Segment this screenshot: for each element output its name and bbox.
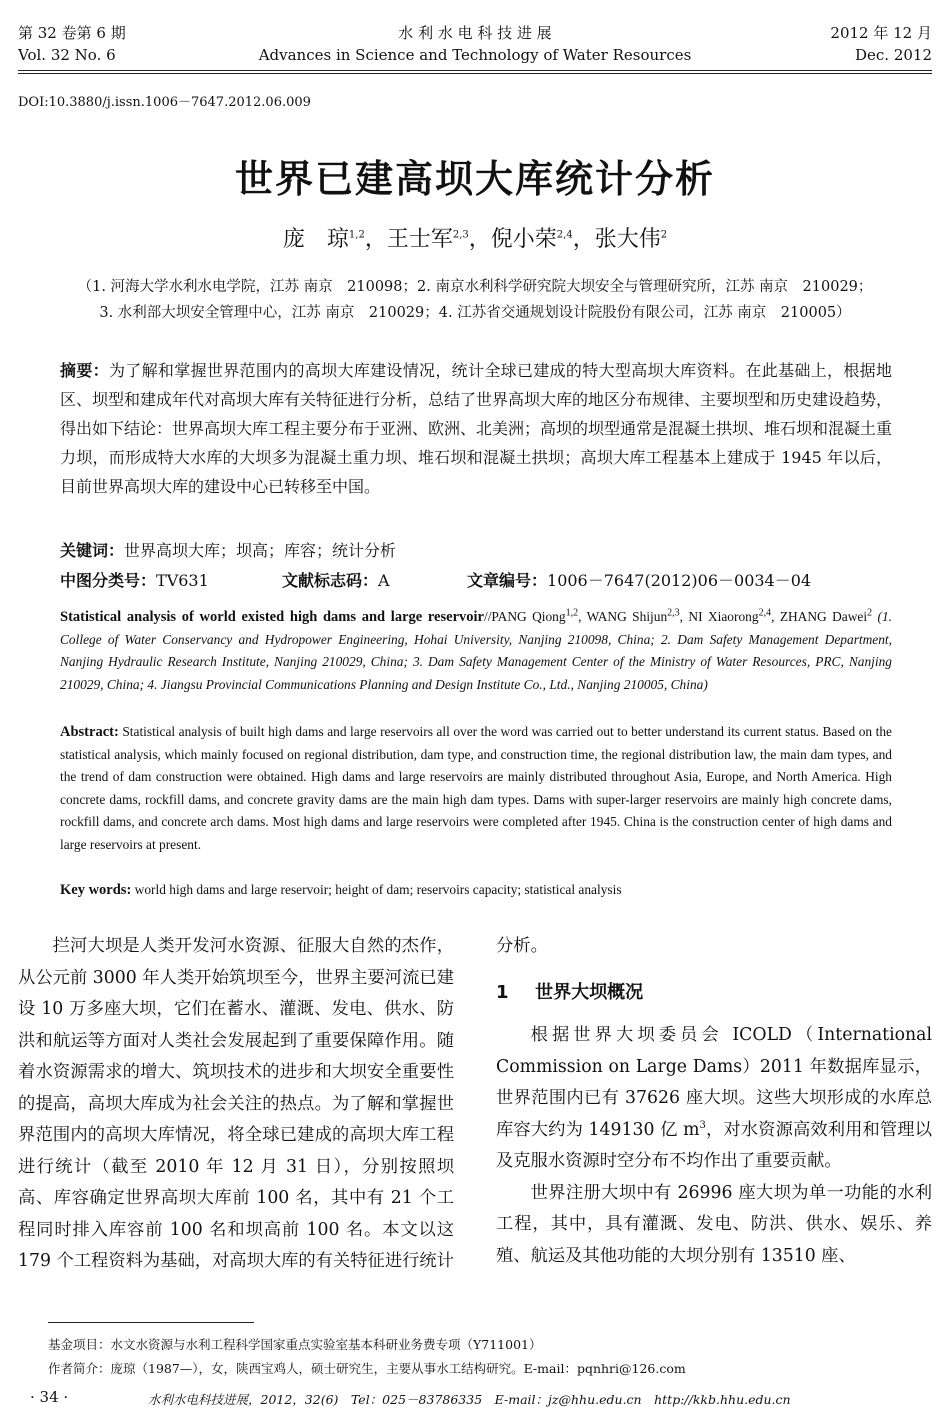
author-name: 庞 琼: [282, 227, 349, 252]
author-sep: ，: [364, 227, 387, 252]
keywords-cn: [60, 536, 892, 565]
body-left-column: [18, 931, 454, 1278]
author-list: [0, 222, 950, 253]
fund-note: 基金项目：水文水资源与水利工程科学国家重点实验室基本科研业务费专项（Y711001）: [48, 1337, 542, 1352]
paragraph-text: 根据世界大坝委员会 ICOLD（International Commission on Large Dams）2011 年数据库显示，世界范围内已有 37626 座大坝。这些大坝形成的水库总库容大约为 149130 亿 m: [496, 1025, 932, 1140]
footnote-rule: [48, 1322, 254, 1323]
english-affil-sup: 2,4: [758, 607, 772, 619]
english-keywords-text: world high dams and large reservoir; height of dam; reservoirs capacity; statistical analysis: [134, 882, 622, 897]
english-affiliations: (1. College of Water Conservancy and Hydropower Engineering, Hohai University, Nanjing 210098, China; 2. Dam Safety Management Department, Nanjing Hydraulic Research Institute, Nanjing 210029, China; 3. Dam Safety Management Center of the Ministry of Water Resources, PRC, Nanjing 210029, China; 4. Jiangsu Provincial Communications Planning and Design Institute Co., Ltd., Nanjing 210005, China): [60, 609, 892, 692]
english-authors: //PANG Qiong: [483, 609, 566, 624]
header-rule-top: [18, 70, 932, 71]
author-name: 张大伟: [594, 227, 661, 252]
english-authors: , ZHANG Dawei: [771, 609, 868, 624]
journal-name-cn: 水 利 水 电 科 技 进 展: [398, 24, 552, 42]
author-affil-sup: 2,3: [452, 229, 469, 241]
affiliation-line: 3. 水利部大坝安全管理中心，江苏 南京 210029；4. 江苏省交通规划设计院股份有限公司，江苏 南京 210005）: [99, 305, 851, 321]
article-no-label: 文章编号：: [467, 571, 548, 590]
header-center: [0, 22, 950, 66]
english-authors: , WANG Shijun: [578, 609, 668, 624]
author-name: 王士军: [386, 227, 453, 252]
author-bio: 作者简介：庞琼（1987—），女，陕西宝鸡人，硕士研究生，主要从事水工结构研究。E-mail：pqnhri@126.com: [48, 1361, 686, 1376]
author-sep: ，: [468, 227, 491, 252]
keywords-cn-text: 世界高坝大库；坝高；库容；统计分析: [124, 541, 397, 560]
english-authors: , NI Xiaorong: [679, 609, 759, 624]
english-affil-sup: 2,3: [667, 607, 680, 619]
body-right-column: [496, 931, 932, 1272]
english-affil-sup: 2: [867, 607, 873, 619]
keywords-cn-label: 关键词：: [60, 541, 125, 560]
classification-row: [60, 566, 892, 595]
author-affil-sup: 1,2: [348, 229, 365, 241]
intro-paragraph: 拦河大坝是人类开发河水资源、征服大自然的杰作，从公元前 3000 年人类开始筑坝至今，世界主要河流已建设 10 万多座大坝，它们在蓄水、灌溉、发电、供水、防洪和航运等方面对人类社会发展起到了重要保障作用。随着水资源需求的增大、筑坝技术的进步和大坝安全重要性的提高，高坝大库成为社会关注的热点。为了解和掌握世界范围内的高坝大库情况，将全球已建成的高坝大库工程进行统计（截至 2010 年 12 月 31 日），分别按照坝高、库容确定世界高坝大库前 100 名，其中有 21 个工程同时排入库容前 100 名和坝高前 100 名。本文以这 179 个工程资料为基础，对高坝大库的有关特征进行统计: [18, 936, 454, 1271]
header-rule-bottom: [18, 73, 932, 74]
doi: DOI:10.3880/j.issn.1006－7647.2012.06.009: [18, 95, 311, 110]
footnotes: [48, 1333, 686, 1381]
english-keywords-label: Key words:: [60, 882, 132, 898]
english-keywords: [60, 879, 892, 902]
author-name: 倪小荣: [490, 227, 557, 252]
section-number: 1: [496, 981, 509, 1003]
section-heading: [496, 977, 932, 1009]
footer-info: 水利水电科技进展，2012，32(6) Tel：025－83786335 E-mail：jz@hhu.edu.cn http://kkb.hhu.edu.cn: [148, 1392, 791, 1407]
superscript: 3: [699, 1119, 706, 1131]
body-paragraph: [496, 1020, 932, 1178]
paragraph-text: ，对水资源高效利用和管理以及克服水资源时空分布不均作出了重要贡献。: [496, 1119, 932, 1171]
english-title: Statistical analysis of world existed high dams and large reservoir: [60, 609, 484, 625]
author-affil-sup: 2: [660, 229, 668, 241]
journal-name-en: Advances in Science and Technology of Water Resources: [258, 46, 692, 64]
english-abstract-label: Abstract:: [60, 724, 119, 740]
abstract-cn-label: 摘要：: [60, 361, 109, 380]
section-title: 世界大坝概况: [535, 981, 644, 1003]
clc-value: TV631: [156, 571, 209, 590]
date-cn: 2012 年 12 月: [830, 24, 932, 42]
english-header: [60, 606, 892, 696]
volume-en: Vol. 32 No. 6: [18, 46, 116, 64]
affiliations: [30, 274, 920, 326]
page-number: · 34 ·: [30, 1388, 69, 1406]
abstract-cn-text: 为了解和掌握世界范围内的高坝大库建设情况，统计全球已建成的特大型高坝大库资料。在此基础上，根据地区、坝型和建成年代对高坝大库有关特征进行分析，总结了世界高坝大库的地区分布规律、主要坝型和历史建设趋势，得出如下结论：世界高坝大库工程主要分布于亚洲、欧洲、北美洲；高坝的坝型通常是混凝土拱坝、堆石坝和混凝土重力坝，而形成特大水库的大坝多为混凝土重力坝、堆石坝和混凝土拱坝；高坝大库工程基本上建成于 1945 年以后，目前世界高坝大库的建设中心已转移至中国。: [60, 361, 893, 496]
volume-cn: 第 32 卷第 6 期: [18, 24, 126, 42]
abstract-cn: [60, 356, 892, 501]
author-sep: ，: [572, 227, 595, 252]
author-affil-sup: 2,4: [556, 229, 573, 241]
english-affil-sup: 1,2: [565, 607, 579, 619]
date-en: Dec. 2012: [854, 46, 932, 64]
doc-code-label: 文献标志码：: [282, 571, 379, 590]
english-abstract-text: Statistical analysis of built high dams and large reservoirs all over the word was carried out to better understand its current status. Based on the statistical analysis, which mainly focused on regional distribution, dam type, and construction time, the regional distribution law, the main dam types, and the trend of dam construction were obtained. High dams and large reservoirs are mainly distributed throughout Asia, Europe, and North America. High concrete dams, rockfill dams, and concrete gravity dams are the main high dam types. Dams with super-larger reservoirs are mainly high concrete dams, rockfill dams, and concrete arch dams. Most high dams and large reservoirs were completed after 1945. China is the construction center of high dams and large reservoirs at present.: [60, 724, 892, 852]
english-abstract: [60, 721, 892, 857]
body-paragraph: 世界注册大坝中有 26996 座大坝为单一功能的水利工程，其中，具有灌溉、发电、防洪、供水、娱乐、养殖、航运及其他功能的大坝分别有 13510 座、: [496, 1182, 932, 1266]
affiliation-line: （1. 河海大学水利水电学院，江苏 南京 210098；2. 南京水利科学研究院大坝安全与管理研究所，江苏 南京 210029；: [77, 279, 873, 295]
doc-code-value: A: [378, 571, 390, 590]
article-no-value: 1006－7647(2012)06－0034－04: [547, 571, 812, 590]
continued-text: 分析。: [496, 936, 548, 956]
paper-title: 世界已建高坝大库统计分析: [234, 157, 715, 201]
clc-label: 中图分类号：: [60, 571, 157, 590]
header-right: [830, 22, 932, 66]
